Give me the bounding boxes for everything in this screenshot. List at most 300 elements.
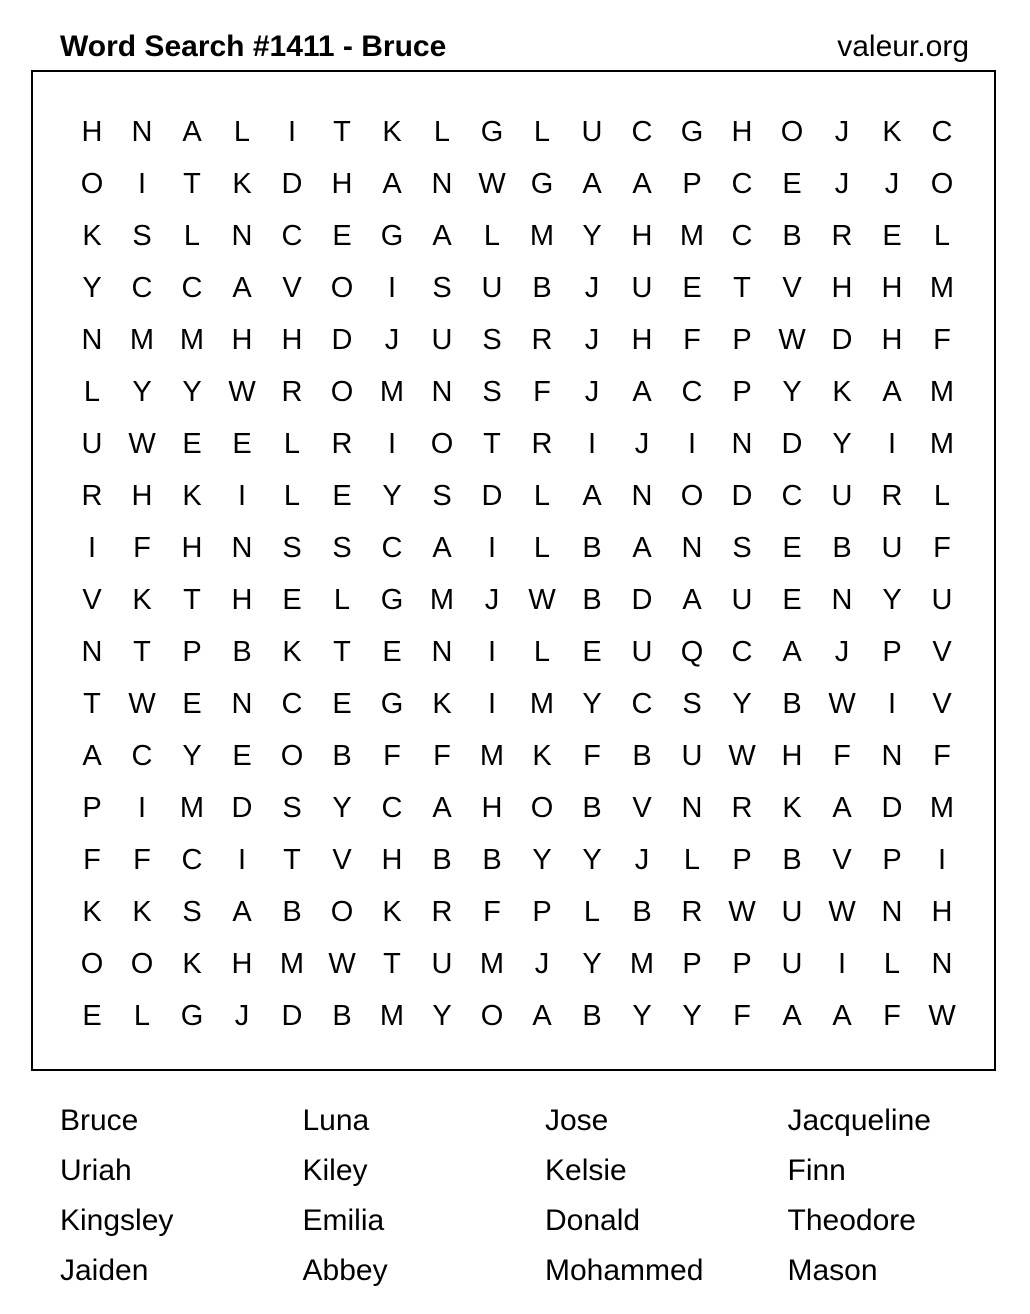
grid-letter[interactable]: P (732, 948, 752, 980)
grid-letter[interactable]: O (430, 428, 454, 460)
grid-letter[interactable]: M (379, 376, 405, 408)
grid-letter[interactable]: H (131, 480, 153, 512)
grid-letter[interactable]: B (332, 1000, 352, 1032)
grid-letter[interactable]: C (781, 480, 803, 512)
grid-letter[interactable]: L (533, 116, 551, 148)
grid-letter[interactable]: I (137, 792, 147, 824)
grid-letter[interactable]: W (828, 896, 856, 928)
grid-letter[interactable]: E (782, 168, 802, 200)
grid-letter[interactable]: F (433, 740, 451, 772)
grid-letter[interactable]: B (532, 272, 552, 304)
grid-letter[interactable]: U (81, 428, 103, 460)
grid-letter[interactable]: M (679, 220, 705, 252)
grid-letter[interactable]: Y (182, 740, 202, 772)
grid-letter[interactable]: Y (582, 844, 602, 876)
grid-letter[interactable]: U (831, 480, 853, 512)
grid-letter[interactable]: B (632, 740, 652, 772)
grid-letter[interactable]: U (481, 272, 503, 304)
grid-letter[interactable]: U (781, 948, 803, 980)
grid-letter[interactable]: J (584, 272, 600, 304)
grid-letter[interactable]: A (82, 740, 102, 772)
grid-letter[interactable]: L (933, 220, 951, 252)
grid-letter[interactable]: R (681, 896, 703, 928)
grid-letter[interactable]: E (782, 532, 802, 564)
grid-letter[interactable]: O (330, 896, 354, 928)
grid-letter[interactable]: A (432, 792, 452, 824)
grid-letter[interactable]: G (680, 116, 704, 148)
grid-letter[interactable]: O (330, 376, 354, 408)
grid-letter[interactable]: U (631, 636, 653, 668)
grid-letter[interactable]: H (831, 272, 853, 304)
grid-letter[interactable]: A (232, 272, 252, 304)
grid-letter[interactable]: M (479, 740, 505, 772)
grid-letter[interactable]: A (582, 168, 602, 200)
grid-letter[interactable]: C (731, 220, 753, 252)
grid-letter[interactable]: H (331, 168, 353, 200)
grid-letter[interactable]: G (380, 584, 404, 616)
grid-letter[interactable]: P (882, 636, 902, 668)
grid-letter[interactable]: I (887, 428, 897, 460)
grid-letter[interactable]: G (480, 116, 504, 148)
grid-letter[interactable]: D (281, 168, 303, 200)
grid-letter[interactable]: C (131, 740, 153, 772)
grid-letter[interactable]: U (881, 532, 903, 564)
grid-letter[interactable]: L (883, 948, 901, 980)
grid-letter[interactable]: I (887, 688, 897, 720)
grid-letter[interactable]: J (834, 636, 850, 668)
grid-letter[interactable]: F (383, 740, 401, 772)
grid-letter[interactable]: F (733, 1000, 751, 1032)
grid-letter[interactable]: K (132, 896, 152, 928)
grid-letter[interactable]: C (381, 792, 403, 824)
grid-letter[interactable]: U (931, 584, 953, 616)
grid-letter[interactable]: D (481, 480, 503, 512)
grid-letter[interactable]: B (632, 896, 652, 928)
grid-letter[interactable]: L (133, 1000, 151, 1032)
grid-letter[interactable]: T (83, 688, 101, 720)
grid-letter[interactable]: A (182, 116, 202, 148)
grid-letter[interactable]: W (778, 324, 806, 356)
grid-letter[interactable]: V (82, 584, 102, 616)
grid-letter[interactable]: K (832, 376, 852, 408)
grid-letter[interactable]: W (228, 376, 256, 408)
grid-letter[interactable]: O (80, 948, 104, 980)
grid-letter[interactable]: V (932, 636, 952, 668)
grid-letter[interactable]: N (831, 584, 853, 616)
grid-letter[interactable]: T (733, 272, 751, 304)
grid-letter[interactable]: A (682, 584, 702, 616)
grid-letter[interactable]: F (83, 844, 101, 876)
grid-letter[interactable]: J (584, 376, 600, 408)
grid-letter[interactable]: M (929, 272, 955, 304)
grid-letter[interactable]: O (680, 480, 704, 512)
grid-letter[interactable]: I (837, 948, 847, 980)
grid-letter[interactable]: L (533, 480, 551, 512)
grid-letter[interactable]: L (433, 116, 451, 148)
grid-letter[interactable]: Y (82, 272, 102, 304)
grid-letter[interactable]: H (881, 324, 903, 356)
grid-letter[interactable]: C (681, 376, 703, 408)
grid-letter[interactable]: O (280, 740, 304, 772)
grid-letter[interactable]: T (183, 168, 201, 200)
grid-letter[interactable]: E (332, 688, 352, 720)
grid-letter[interactable]: O (780, 116, 804, 148)
grid-letter[interactable]: A (832, 792, 852, 824)
grid-letter[interactable]: L (483, 220, 501, 252)
grid-letter[interactable]: M (179, 792, 205, 824)
grid-letter[interactable]: A (382, 168, 402, 200)
grid-letter[interactable]: I (87, 532, 97, 564)
grid-letter[interactable]: N (631, 480, 653, 512)
grid-letter[interactable]: Y (882, 584, 902, 616)
grid-letter[interactable]: W (128, 688, 156, 720)
grid-letter[interactable]: N (231, 220, 253, 252)
grid-letter[interactable]: T (133, 636, 151, 668)
grid-letter[interactable]: J (634, 844, 650, 876)
grid-letter[interactable]: L (183, 220, 201, 252)
grid-letter[interactable]: H (731, 116, 753, 148)
grid-letter[interactable]: D (831, 324, 853, 356)
grid-letter[interactable]: N (431, 168, 453, 200)
grid-letter[interactable]: W (478, 168, 506, 200)
grid-letter[interactable]: Q (680, 636, 704, 668)
grid-letter[interactable]: D (231, 792, 253, 824)
grid-letter[interactable]: S (482, 376, 502, 408)
grid-letter[interactable]: B (782, 220, 802, 252)
grid-letter[interactable]: D (881, 792, 903, 824)
grid-letter[interactable]: Y (832, 428, 852, 460)
grid-letter[interactable]: C (731, 636, 753, 668)
grid-letter[interactable]: N (881, 740, 903, 772)
grid-letter[interactable]: G (380, 220, 404, 252)
grid-letter[interactable]: N (681, 532, 703, 564)
grid-letter[interactable]: R (81, 480, 103, 512)
grid-letter[interactable]: E (282, 584, 302, 616)
grid-letter[interactable]: F (533, 376, 551, 408)
grid-letter[interactable]: L (533, 636, 551, 668)
grid-letter[interactable]: O (130, 948, 154, 980)
grid-letter[interactable]: F (133, 844, 151, 876)
grid-letter[interactable]: D (731, 480, 753, 512)
grid-letter[interactable]: Y (582, 948, 602, 980)
grid-letter[interactable]: K (882, 116, 902, 148)
grid-letter[interactable]: E (332, 220, 352, 252)
grid-letter[interactable]: J (834, 116, 850, 148)
grid-letter[interactable]: S (332, 532, 352, 564)
grid-letter[interactable]: K (382, 896, 402, 928)
grid-letter[interactable]: H (81, 116, 103, 148)
grid-letter[interactable]: A (232, 896, 252, 928)
grid-letter[interactable]: M (629, 948, 655, 980)
grid-letter[interactable]: W (528, 584, 556, 616)
grid-letter[interactable]: K (282, 636, 302, 668)
grid-letter[interactable]: L (683, 844, 701, 876)
grid-letter[interactable]: B (482, 844, 502, 876)
grid-letter[interactable]: N (431, 376, 453, 408)
grid-letter[interactable]: C (731, 168, 753, 200)
grid-letter[interactable]: T (183, 584, 201, 616)
grid-letter[interactable]: K (232, 168, 252, 200)
grid-letter[interactable]: G (380, 688, 404, 720)
grid-letter[interactable]: H (631, 220, 653, 252)
grid-letter[interactable]: S (732, 532, 752, 564)
grid-letter[interactable]: K (132, 584, 152, 616)
grid-letter[interactable]: F (833, 740, 851, 772)
grid-letter[interactable]: E (232, 428, 252, 460)
grid-letter[interactable]: W (728, 740, 756, 772)
grid-letter[interactable]: J (834, 168, 850, 200)
grid-letter[interactable]: E (682, 272, 702, 304)
grid-letter[interactable]: R (881, 480, 903, 512)
grid-letter[interactable]: H (281, 324, 303, 356)
grid-letter[interactable]: I (687, 428, 697, 460)
grid-letter[interactable]: B (782, 688, 802, 720)
grid-letter[interactable]: B (332, 740, 352, 772)
grid-letter[interactable]: O (480, 1000, 504, 1032)
grid-letter[interactable]: J (534, 948, 550, 980)
grid-letter[interactable]: O (930, 168, 954, 200)
grid-letter[interactable]: P (732, 324, 752, 356)
grid-letter[interactable]: U (431, 948, 453, 980)
grid-letter[interactable]: M (929, 792, 955, 824)
grid-letter[interactable]: J (584, 324, 600, 356)
grid-letter[interactable]: H (231, 584, 253, 616)
grid-letter[interactable]: V (782, 272, 802, 304)
grid-letter[interactable]: M (929, 428, 955, 460)
grid-letter[interactable]: W (728, 896, 756, 928)
grid-letter[interactable]: H (231, 324, 253, 356)
grid-letter[interactable]: K (182, 948, 202, 980)
grid-letter[interactable]: K (82, 896, 102, 928)
grid-letter[interactable]: C (631, 116, 653, 148)
grid-letter[interactable]: U (681, 740, 703, 772)
grid-letter[interactable]: H (881, 272, 903, 304)
grid-letter[interactable]: A (832, 1000, 852, 1032)
grid-letter[interactable]: O (530, 792, 554, 824)
grid-letter[interactable]: Y (732, 688, 752, 720)
grid-letter[interactable]: N (231, 688, 253, 720)
grid-letter[interactable]: F (933, 324, 951, 356)
grid-letter[interactable]: C (181, 844, 203, 876)
grid-letter[interactable]: N (931, 948, 953, 980)
grid-letter[interactable]: S (182, 896, 202, 928)
grid-letter[interactable]: E (382, 636, 402, 668)
grid-letter[interactable]: T (283, 844, 301, 876)
grid-letter[interactable]: M (279, 948, 305, 980)
grid-letter[interactable]: E (182, 428, 202, 460)
grid-letter[interactable]: U (631, 272, 653, 304)
grid-letter[interactable]: P (682, 948, 702, 980)
grid-letter[interactable]: R (331, 428, 353, 460)
grid-letter[interactable]: T (483, 428, 501, 460)
grid-letter[interactable]: J (384, 324, 400, 356)
grid-letter[interactable]: O (330, 272, 354, 304)
grid-letter[interactable]: K (382, 116, 402, 148)
grid-letter[interactable]: G (180, 1000, 204, 1032)
grid-letter[interactable]: B (582, 792, 602, 824)
grid-letter[interactable]: L (83, 376, 101, 408)
grid-letter[interactable]: F (933, 532, 951, 564)
grid-letter[interactable]: B (832, 532, 852, 564)
grid-letter[interactable]: H (181, 532, 203, 564)
grid-letter[interactable]: R (431, 896, 453, 928)
grid-letter[interactable]: T (333, 116, 351, 148)
grid-letter[interactable]: C (381, 532, 403, 564)
grid-letter[interactable]: P (732, 844, 752, 876)
grid-letter[interactable]: W (928, 1000, 956, 1032)
grid-letter[interactable]: B (582, 532, 602, 564)
grid-letter[interactable]: E (232, 740, 252, 772)
grid-letter[interactable]: E (782, 584, 802, 616)
grid-letter[interactable]: I (487, 636, 497, 668)
grid-letter[interactable]: C (281, 688, 303, 720)
grid-letter[interactable]: E (82, 1000, 102, 1032)
grid-letter[interactable]: I (487, 688, 497, 720)
grid-letter[interactable]: L (533, 532, 551, 564)
grid-letter[interactable]: L (583, 896, 601, 928)
grid-letter[interactable]: P (682, 168, 702, 200)
grid-letter[interactable]: H (381, 844, 403, 876)
grid-letter[interactable]: B (582, 1000, 602, 1032)
grid-letter[interactable]: Y (632, 1000, 652, 1032)
grid-letter[interactable]: K (782, 792, 802, 824)
grid-letter[interactable]: H (781, 740, 803, 772)
grid-letter[interactable]: S (132, 220, 152, 252)
grid-letter[interactable]: K (532, 740, 552, 772)
grid-letter[interactable]: U (781, 896, 803, 928)
grid-letter[interactable]: M (929, 376, 955, 408)
grid-letter[interactable]: Y (782, 376, 802, 408)
grid-letter[interactable]: M (529, 688, 555, 720)
grid-letter[interactable]: A (432, 532, 452, 564)
grid-letter[interactable]: V (832, 844, 852, 876)
grid-letter[interactable]: R (531, 324, 553, 356)
grid-letter[interactable]: U (731, 584, 753, 616)
grid-letter[interactable]: N (81, 636, 103, 668)
grid-letter[interactable]: L (933, 480, 951, 512)
grid-letter[interactable]: V (632, 792, 652, 824)
grid-letter[interactable]: Y (682, 1000, 702, 1032)
grid-letter[interactable]: H (931, 896, 953, 928)
grid-letter[interactable]: F (133, 532, 151, 564)
grid-letter[interactable]: Y (332, 792, 352, 824)
grid-letter[interactable]: V (332, 844, 352, 876)
grid-letter[interactable]: M (479, 948, 505, 980)
grid-letter[interactable]: E (182, 688, 202, 720)
grid-letter[interactable]: V (282, 272, 302, 304)
grid-letter[interactable]: N (881, 896, 903, 928)
grid-letter[interactable]: K (182, 480, 202, 512)
grid-letter[interactable]: N (231, 532, 253, 564)
grid-letter[interactable]: I (937, 844, 947, 876)
grid-letter[interactable]: I (387, 428, 397, 460)
grid-letter[interactable]: G (530, 168, 554, 200)
grid-letter[interactable]: H (231, 948, 253, 980)
grid-letter[interactable]: I (287, 116, 297, 148)
grid-letter[interactable]: D (631, 584, 653, 616)
grid-letter[interactable]: A (882, 376, 902, 408)
grid-letter[interactable]: E (882, 220, 902, 252)
grid-letter[interactable]: J (484, 584, 500, 616)
grid-letter[interactable]: O (80, 168, 104, 200)
grid-letter[interactable]: M (379, 1000, 405, 1032)
grid-letter[interactable]: M (529, 220, 555, 252)
grid-letter[interactable]: U (581, 116, 603, 148)
grid-letter[interactable]: E (332, 480, 352, 512)
grid-letter[interactable]: K (432, 688, 452, 720)
grid-letter[interactable]: P (532, 896, 552, 928)
grid-letter[interactable]: Y (532, 844, 552, 876)
grid-letter[interactable]: T (383, 948, 401, 980)
grid-letter[interactable]: W (128, 428, 156, 460)
grid-letter[interactable]: A (782, 1000, 802, 1032)
grid-letter[interactable]: R (831, 220, 853, 252)
grid-letter[interactable]: A (432, 220, 452, 252)
grid-letter[interactable]: L (283, 480, 301, 512)
grid-letter[interactable]: I (237, 844, 247, 876)
grid-letter[interactable]: Y (382, 480, 402, 512)
grid-letter[interactable]: L (283, 428, 301, 460)
grid-letter[interactable]: R (531, 428, 553, 460)
grid-letter[interactable]: Y (582, 688, 602, 720)
grid-letter[interactable]: S (682, 688, 702, 720)
grid-letter[interactable]: A (632, 376, 652, 408)
grid-letter[interactable]: B (582, 584, 602, 616)
grid-letter[interactable]: W (328, 948, 356, 980)
grid-letter[interactable]: S (432, 272, 452, 304)
grid-letter[interactable]: F (483, 896, 501, 928)
grid-letter[interactable]: A (782, 636, 802, 668)
grid-letter[interactable]: N (431, 636, 453, 668)
grid-letter[interactable]: P (732, 376, 752, 408)
grid-letter[interactable]: C (281, 220, 303, 252)
grid-letter[interactable]: Y (432, 1000, 452, 1032)
grid-letter[interactable]: E (582, 636, 602, 668)
grid-letter[interactable]: B (232, 636, 252, 668)
grid-letter[interactable]: K (82, 220, 102, 252)
grid-letter[interactable]: S (282, 532, 302, 564)
grid-letter[interactable]: F (933, 740, 951, 772)
grid-letter[interactable]: M (179, 324, 205, 356)
grid-letter[interactable]: D (281, 1000, 303, 1032)
grid-letter[interactable]: J (634, 428, 650, 460)
grid-letter[interactable]: H (481, 792, 503, 824)
grid-letter[interactable]: M (429, 584, 455, 616)
grid-letter[interactable]: W (828, 688, 856, 720)
grid-letter[interactable]: S (432, 480, 452, 512)
grid-letter[interactable]: N (681, 792, 703, 824)
grid-letter[interactable]: A (582, 480, 602, 512)
grid-letter[interactable]: V (932, 688, 952, 720)
grid-letter[interactable]: P (82, 792, 102, 824)
grid-letter[interactable]: R (281, 376, 303, 408)
grid-letter[interactable]: F (883, 1000, 901, 1032)
grid-letter[interactable]: R (731, 792, 753, 824)
grid-letter[interactable]: A (632, 532, 652, 564)
grid-letter[interactable]: J (884, 168, 900, 200)
grid-letter[interactable]: P (182, 636, 202, 668)
grid-letter[interactable]: N (131, 116, 153, 148)
grid-letter[interactable]: I (587, 428, 597, 460)
grid-letter[interactable]: S (282, 792, 302, 824)
grid-letter[interactable]: C (931, 116, 953, 148)
grid-letter[interactable]: D (781, 428, 803, 460)
grid-letter[interactable]: F (583, 740, 601, 772)
grid-letter[interactable]: Y (132, 376, 152, 408)
grid-letter[interactable]: S (482, 324, 502, 356)
grid-letter[interactable]: N (81, 324, 103, 356)
grid-letter[interactable]: L (333, 584, 351, 616)
